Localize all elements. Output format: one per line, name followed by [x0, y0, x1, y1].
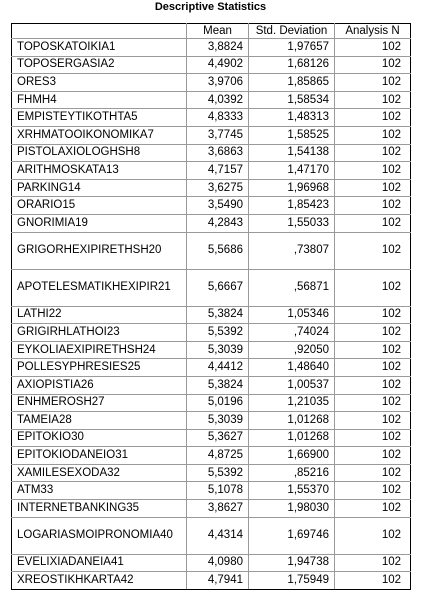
row-label: PISTOLAXIOLOGHSH8: [12, 144, 187, 162]
mean-cell: 5,0196: [187, 394, 249, 412]
row-label: TAMEIA28: [12, 412, 187, 430]
row-label: XRHMATOOIKONOMIKA7: [12, 126, 187, 144]
std-deviation-cell: 1,00537: [249, 376, 335, 394]
std-deviation-cell: ,92050: [249, 341, 335, 359]
std-deviation-cell: 1,47170: [249, 162, 335, 180]
analysis-n-cell: 102: [335, 179, 411, 197]
mean-cell: 4,7941: [187, 572, 249, 590]
table-row: [12, 109, 411, 127]
mean-cell: 4,4412: [187, 359, 249, 377]
row-label: ATM33: [12, 482, 187, 500]
mean-cell: 4,8725: [187, 447, 249, 465]
header-mean: Mean: [187, 24, 249, 39]
mean-cell: 3,9706: [187, 74, 249, 92]
table-row: [12, 429, 411, 447]
mean-cell: 4,8333: [187, 109, 249, 127]
mean-cell: 5,5392: [187, 464, 249, 482]
descriptive-statistics-table: [11, 23, 411, 590]
table-row: [12, 197, 411, 215]
table-title: Descriptive Statistics: [154, 1, 267, 13]
header-std-deviation: Std. Deviation: [249, 24, 335, 39]
mean-cell: 5,3627: [187, 429, 249, 447]
row-label: GRIGIRHLATHOI23: [12, 324, 187, 342]
table-row: [12, 74, 411, 92]
analysis-n-cell: 102: [335, 91, 411, 109]
table-row: [12, 482, 411, 500]
table-row: [12, 376, 411, 394]
analysis-n-cell: 102: [335, 197, 411, 215]
table-row: [12, 162, 411, 180]
std-deviation-cell: 1,54138: [249, 144, 335, 162]
mean-cell: 3,7745: [187, 126, 249, 144]
row-label: INTERNETBANKING35: [12, 500, 187, 518]
row-label: ORARIO15: [12, 197, 187, 215]
std-deviation-cell: ,56871: [249, 269, 335, 306]
table-row: [12, 464, 411, 482]
row-label: LOGARIASMOIPRONOMIA40: [12, 517, 187, 554]
analysis-n-cell: 102: [335, 394, 411, 412]
mean-cell: 5,3039: [187, 412, 249, 430]
table-row: [12, 572, 411, 590]
analysis-n-cell: 102: [335, 572, 411, 590]
std-deviation-cell: 1,98030: [249, 500, 335, 518]
row-label: EPITOKIODANEIO31: [12, 447, 187, 465]
row-label: PARKING14: [12, 179, 187, 197]
table-row: [12, 394, 411, 412]
std-deviation-cell: ,85216: [249, 464, 335, 482]
std-deviation-cell: 1,96968: [249, 179, 335, 197]
table-row: [12, 214, 411, 232]
std-deviation-cell: 1,55370: [249, 482, 335, 500]
row-label: APOTELESMATIKHEXIPIR21: [12, 269, 187, 306]
analysis-n-cell: 102: [335, 109, 411, 127]
std-deviation-cell: 1,48313: [249, 109, 335, 127]
table-row: [12, 324, 411, 342]
std-deviation-cell: 1,68126: [249, 56, 335, 74]
std-deviation-cell: 1,01268: [249, 429, 335, 447]
mean-cell: 5,5686: [187, 232, 249, 269]
table-row: [12, 144, 411, 162]
mean-cell: 4,4314: [187, 517, 249, 554]
analysis-n-cell: 102: [335, 324, 411, 342]
table-row: [12, 306, 411, 324]
mean-cell: 4,7157: [187, 162, 249, 180]
row-label: XAMILESEXODA32: [12, 464, 187, 482]
row-label: EYKOLIAEXIPIRETHSH24: [12, 341, 187, 359]
table-row: [12, 126, 411, 144]
std-deviation-cell: 1,58534: [249, 91, 335, 109]
row-label: ENHMEROSH27: [12, 394, 187, 412]
mean-cell: 5,3039: [187, 341, 249, 359]
table-body: [12, 39, 411, 590]
std-deviation-cell: 1,21035: [249, 394, 335, 412]
mean-cell: 5,3824: [187, 376, 249, 394]
header-row: [12, 24, 411, 39]
analysis-n-cell: 102: [335, 214, 411, 232]
analysis-n-cell: 102: [335, 359, 411, 377]
table-row: [12, 232, 411, 269]
mean-cell: 5,5392: [187, 324, 249, 342]
std-deviation-cell: ,74024: [249, 324, 335, 342]
mean-cell: 4,0980: [187, 554, 249, 572]
header-analysis-n: Analysis N: [335, 24, 411, 39]
row-label: EPITOKIO30: [12, 429, 187, 447]
table-row: [12, 412, 411, 430]
mean-cell: 5,1078: [187, 482, 249, 500]
row-label: FHMH4: [12, 91, 187, 109]
std-deviation-cell: 1,48640: [249, 359, 335, 377]
analysis-n-cell: 102: [335, 376, 411, 394]
analysis-n-cell: 102: [335, 162, 411, 180]
std-deviation-cell: 1,58525: [249, 126, 335, 144]
analysis-n-cell: 102: [335, 447, 411, 465]
row-label: EVELIXIADANEIA41: [12, 554, 187, 572]
mean-cell: 5,6667: [187, 269, 249, 306]
analysis-n-cell: 102: [335, 341, 411, 359]
row-label: AXIOPISTIA26: [12, 376, 187, 394]
analysis-n-cell: 102: [335, 126, 411, 144]
row-label: ARITHMOSKATA13: [12, 162, 187, 180]
analysis-n-cell: 102: [335, 56, 411, 74]
std-deviation-cell: 1,69746: [249, 517, 335, 554]
analysis-n-cell: 102: [335, 74, 411, 92]
mean-cell: 3,8627: [187, 500, 249, 518]
std-deviation-cell: 1,01268: [249, 412, 335, 430]
mean-cell: 3,8824: [187, 39, 249, 57]
row-label: TOPOSKATOIKIA1: [12, 39, 187, 57]
row-label: TOPOSERGASIA2: [12, 56, 187, 74]
std-deviation-cell: 1,75949: [249, 572, 335, 590]
analysis-n-cell: 102: [335, 306, 411, 324]
analysis-n-cell: 102: [335, 554, 411, 572]
std-deviation-cell: 1,66900: [249, 447, 335, 465]
table-row: [12, 56, 411, 74]
std-deviation-cell: 1,05346: [249, 306, 335, 324]
table-row: [12, 447, 411, 465]
mean-cell: 5,3824: [187, 306, 249, 324]
mean-cell: 3,6863: [187, 144, 249, 162]
table-row: [12, 517, 411, 554]
std-deviation-cell: 1,97657: [249, 39, 335, 57]
row-label: LATHI22: [12, 306, 187, 324]
row-label: GRIGORHEXIPIRETHSH20: [12, 232, 187, 269]
table-row: [12, 341, 411, 359]
analysis-n-cell: 102: [335, 517, 411, 554]
table-row: [12, 269, 411, 306]
header-stub: [12, 24, 187, 39]
analysis-n-cell: 102: [335, 500, 411, 518]
mean-cell: 4,4902: [187, 56, 249, 74]
table-row: [12, 91, 411, 109]
std-deviation-cell: ,73807: [249, 232, 335, 269]
row-label: ORES3: [12, 74, 187, 92]
analysis-n-cell: 102: [335, 269, 411, 306]
table-row: [12, 39, 411, 57]
std-deviation-cell: 1,85865: [249, 74, 335, 92]
std-deviation-cell: 1,55033: [249, 214, 335, 232]
table-row: [12, 500, 411, 518]
row-label: GNORIMIA19: [12, 214, 187, 232]
analysis-n-cell: 102: [335, 429, 411, 447]
analysis-n-cell: 102: [335, 39, 411, 57]
analysis-n-cell: 102: [335, 464, 411, 482]
row-label: XREOSTIKHKARTA42: [12, 572, 187, 590]
analysis-n-cell: 102: [335, 232, 411, 269]
std-deviation-cell: 1,85423: [249, 197, 335, 215]
mean-cell: 4,0392: [187, 91, 249, 109]
analysis-n-cell: 102: [335, 144, 411, 162]
table-row: [12, 554, 411, 572]
mean-cell: 4,2843: [187, 214, 249, 232]
table-row: [12, 359, 411, 377]
row-label: POLLESYPHRESIES25: [12, 359, 187, 377]
mean-cell: 3,5490: [187, 197, 249, 215]
analysis-n-cell: 102: [335, 482, 411, 500]
std-deviation-cell: 1,94738: [249, 554, 335, 572]
analysis-n-cell: 102: [335, 412, 411, 430]
table-row: [12, 179, 411, 197]
row-label: EMPISTEYTIKOTHTA5: [12, 109, 187, 127]
mean-cell: 3,6275: [187, 179, 249, 197]
